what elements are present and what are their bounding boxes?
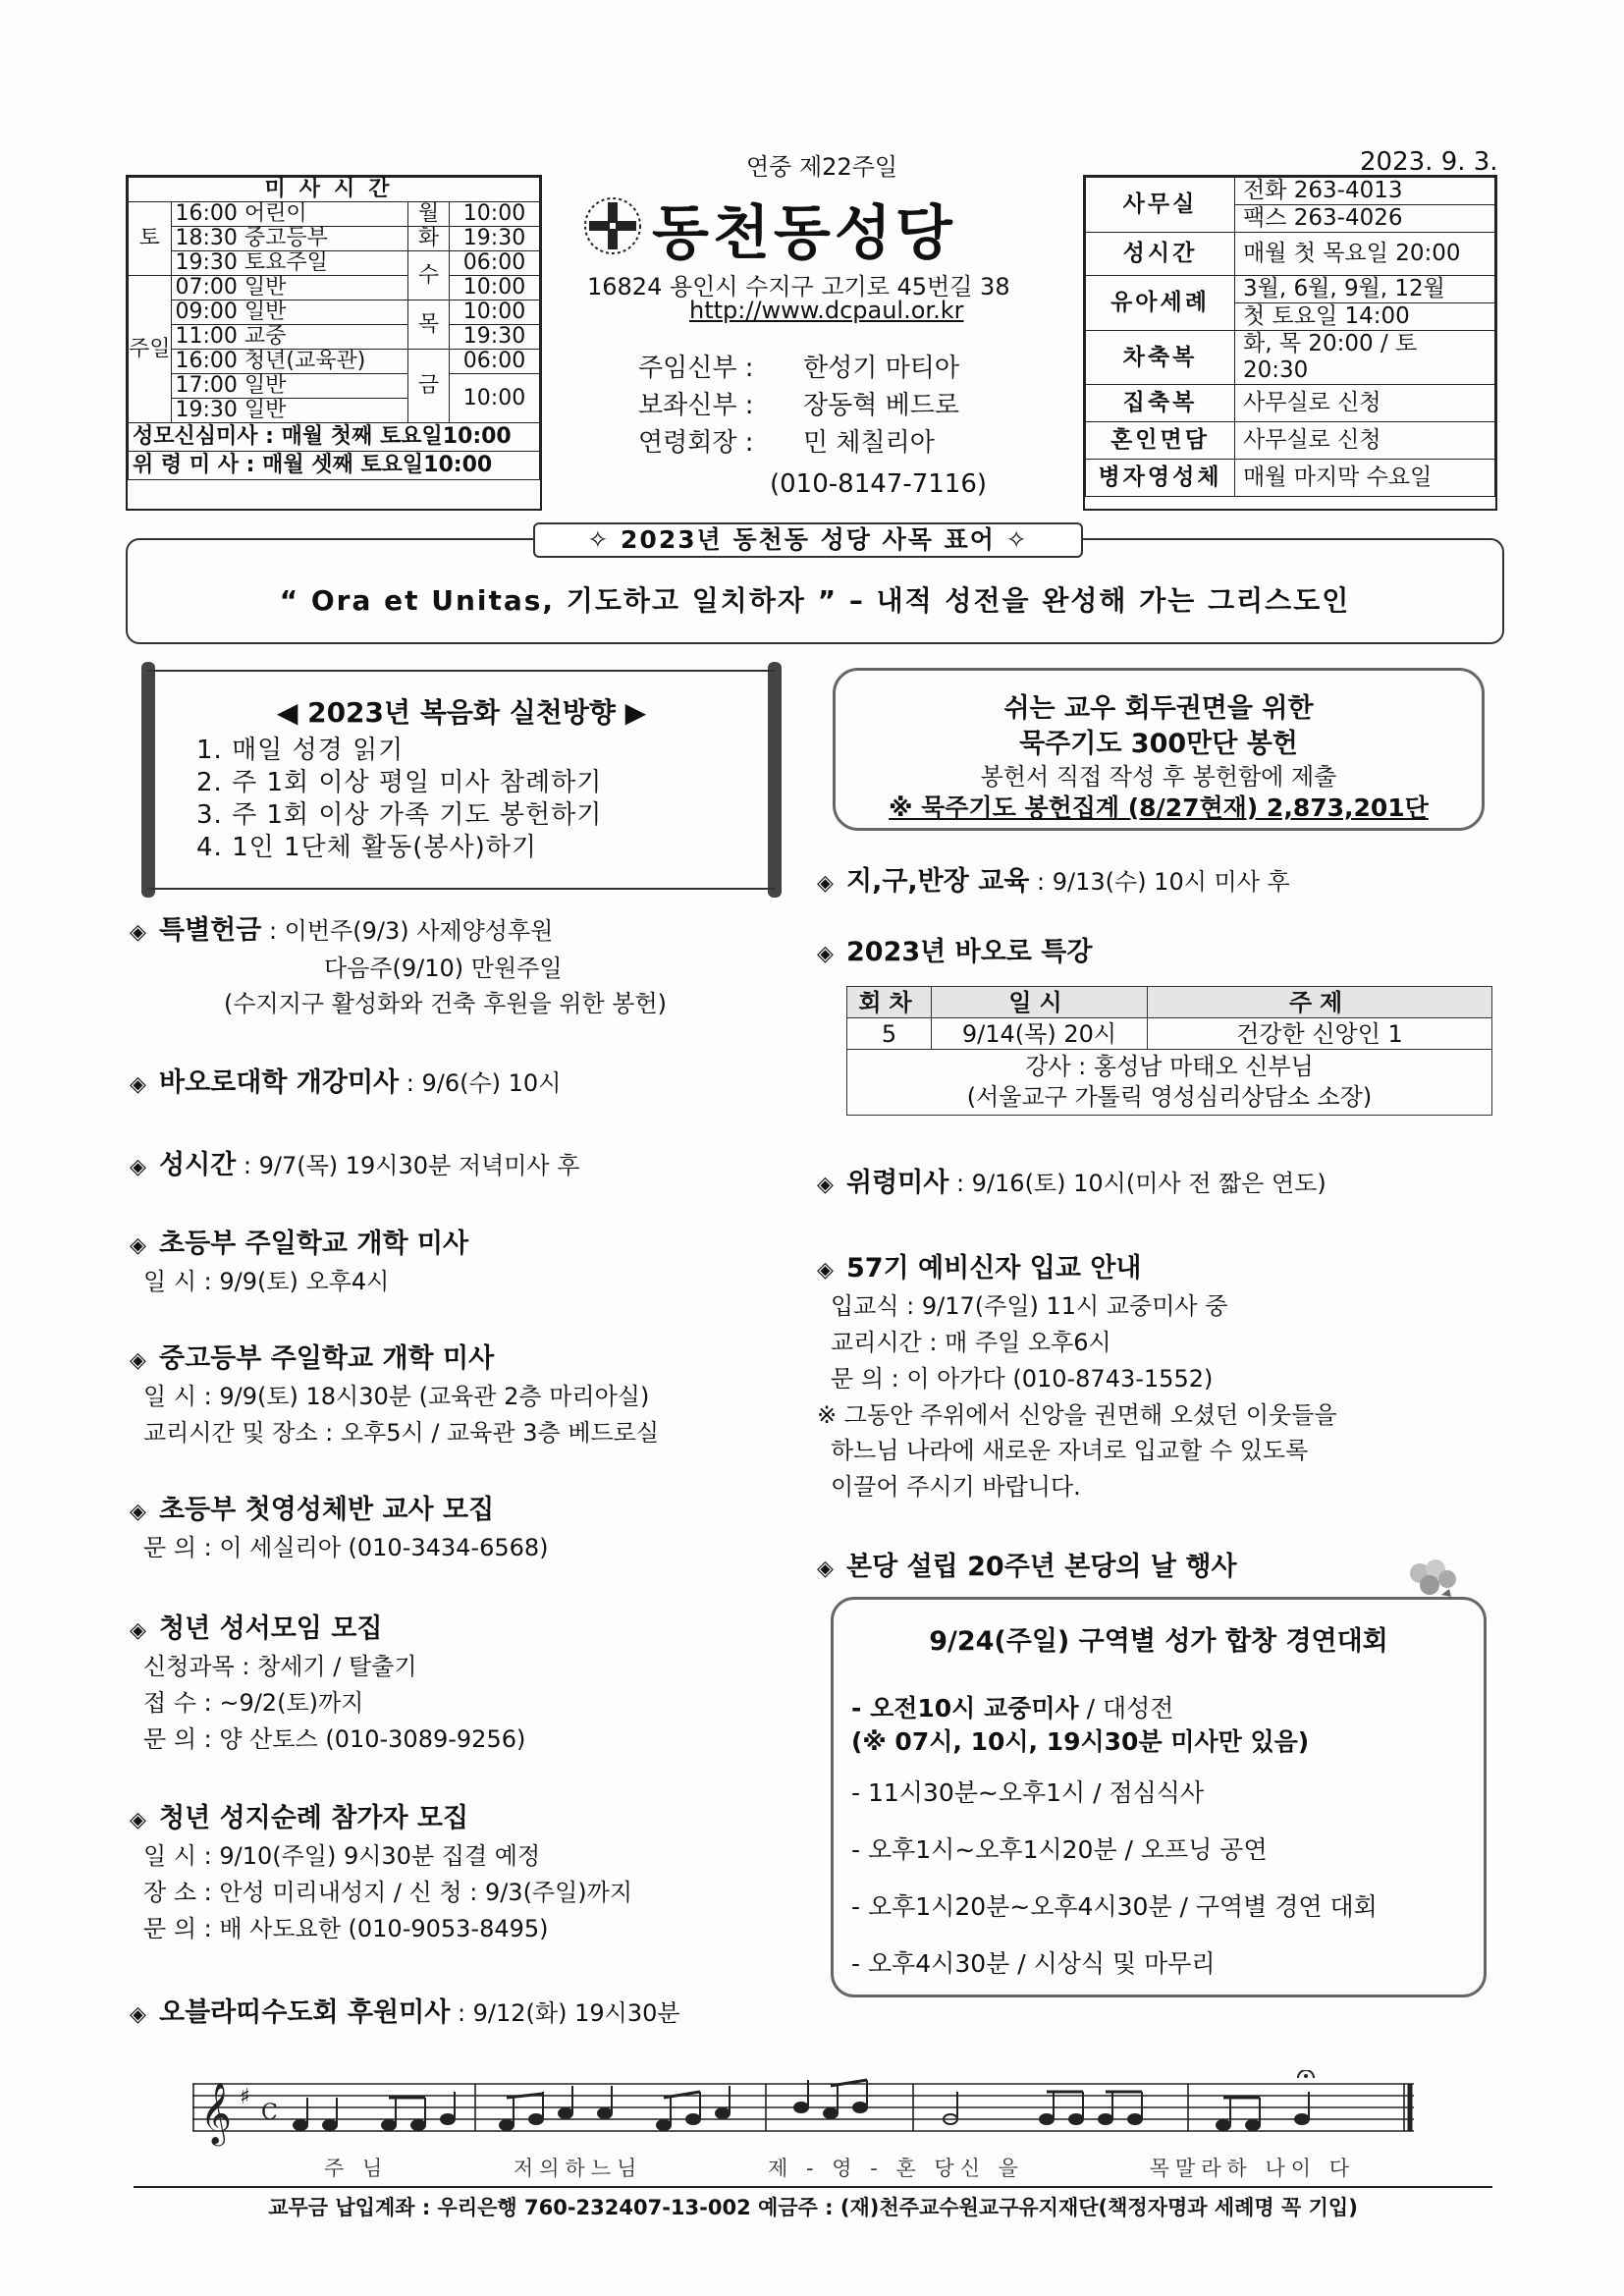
liturgical-week: 연중 제22주일 bbox=[746, 153, 898, 181]
holy-hour-value: 매월 첫 목요일 20:00 bbox=[1235, 233, 1495, 276]
motto-label: ✧ 2023년 동천동 성당 사목 표어 ✧ bbox=[533, 522, 1083, 558]
diamond-bullet-icon: ◈ bbox=[817, 942, 834, 966]
item-title: 오블라띠수도회 후원미사 bbox=[159, 1997, 451, 2028]
car-blessing-value: 화, 목 20:00 / 토 20:30 bbox=[1235, 331, 1495, 385]
item-line: 문 의 : 배 사도요한 (010-9053-8495) bbox=[143, 1915, 549, 1942]
evangelization-list bbox=[196, 735, 602, 864]
lecture-datetime: 9/14(목) 20시 bbox=[932, 1018, 1148, 1050]
evangelization-title: ◀ 2023년 복음화 실천방향 ▶ bbox=[276, 696, 647, 729]
scroll-edge-bottom bbox=[147, 888, 776, 890]
sun-mass-3: 11:00 교중 bbox=[171, 325, 407, 350]
lecture-table bbox=[846, 986, 1492, 1116]
evangelization-item: 4. 1인 1단체 활동(봉사)하기 bbox=[196, 833, 538, 862]
item-line: 문 의 : 양 산토스 (010-3089-9256) bbox=[143, 1725, 526, 1753]
diamond-bullet-icon: ◈ bbox=[130, 1155, 146, 1179]
diamond-bullet-icon: ◈ bbox=[130, 1233, 146, 1258]
sick-communion-label: 병자영성체 bbox=[1086, 460, 1235, 497]
svg-text:C: C bbox=[261, 2101, 278, 2125]
weekday-wed: 수 bbox=[408, 251, 450, 301]
item-line: 문 의 : 이 아가다 (010-8743-1552) bbox=[831, 1365, 1214, 1393]
lecture-col-topic: 주제 bbox=[1148, 987, 1492, 1018]
lyric-segment: 목말라하 나이 다 bbox=[1149, 2157, 1355, 2180]
church-info bbox=[542, 175, 1083, 511]
office-phone: 전화 263-4013 bbox=[1235, 178, 1495, 205]
item-title: 청년 성서모임 모집 bbox=[159, 1613, 383, 1644]
paul-univ-mass bbox=[130, 1066, 561, 1103]
assistant-label: 보좌신부 : bbox=[638, 391, 754, 420]
weekday-thu: 목 bbox=[408, 301, 450, 350]
diamond-bullet-icon: ◈ bbox=[130, 920, 146, 945]
mass-times-table bbox=[128, 177, 540, 480]
rosary-line-3: 봉헌서 직접 작성 후 봉헌함에 제출 bbox=[980, 763, 1337, 791]
item-note: ※ 그동안 주위에서 신앙을 권면해 오셨던 이웃들을 bbox=[817, 1401, 1337, 1429]
anniversary-event bbox=[817, 1550, 1237, 1587]
sick-communion-value: 매월 마지막 수요일 bbox=[1235, 460, 1495, 497]
event-mass-time: - 오전10시 교중미사 bbox=[851, 1694, 1079, 1722]
infant-baptism-months: 3월, 6월, 9월, 12월 bbox=[1235, 276, 1495, 303]
diamond-bullet-icon: ◈ bbox=[130, 2002, 146, 2027]
marriage-value: 사무실로 신청 bbox=[1235, 422, 1495, 460]
event-item: - 11시30분~오후1시 / 점심식사 bbox=[851, 1778, 1205, 1807]
weekday-time: 10:00 bbox=[450, 276, 540, 301]
youth-bible bbox=[130, 1612, 525, 1758]
item-title: 성시간 bbox=[159, 1150, 237, 1180]
office-fax: 팩스 263-4026 bbox=[1235, 205, 1495, 233]
item-line: 입교식 : 9/17(주일) 11시 교중미사 중 bbox=[831, 1292, 1228, 1320]
clergy-list bbox=[638, 350, 959, 462]
item-note: 이끌어 주시기 바랍니다. bbox=[831, 1473, 1081, 1501]
rosary-line-1: 쉬는 교우 회두권면을 위한 bbox=[1003, 693, 1314, 724]
lecture-speaker-cell bbox=[847, 1050, 1492, 1116]
president-phone: (010-8147-7116) bbox=[770, 469, 988, 499]
requiem-item bbox=[817, 1166, 1326, 1203]
song-lyrics bbox=[324, 2153, 1355, 2182]
item-detail: : 9/6(수) 10시 bbox=[399, 1069, 562, 1097]
infant-baptism-label: 유아세례 bbox=[1086, 276, 1235, 331]
diamond-bullet-icon: ◈ bbox=[817, 1173, 834, 1197]
item-line: 문 의 : 이 세실리아 (010-3434-6568) bbox=[143, 1534, 549, 1561]
rosary-tally-text: ※ 묵주기도 봉헌집계 (8/27현재) 2,873,201단 bbox=[889, 793, 1429, 822]
oblate-mass bbox=[130, 1995, 680, 2033]
diamond-bullet-icon: ◈ bbox=[817, 1258, 834, 1283]
item-line: 일 시 : 9/9(토) 18시30분 (교육관 2층 마리아실) bbox=[143, 1383, 650, 1410]
lecture-speaker: 강사 : 홍성남 마태오 신부님 bbox=[1025, 1053, 1314, 1080]
weekday-time: 10:00 bbox=[450, 374, 540, 423]
weekday-time: 19:30 bbox=[450, 325, 540, 350]
event-schedule bbox=[851, 1692, 1378, 1985]
item-title: 57기 예비신자 입교 안내 bbox=[846, 1253, 1142, 1284]
rosary-line-2: 묵주기도 300만단 봉헌 bbox=[1019, 729, 1298, 759]
mass-times-box bbox=[126, 175, 542, 511]
weekday-fri: 금 bbox=[408, 350, 450, 423]
paul-lecture bbox=[817, 935, 1092, 972]
item-detail: : 9/16(토) 10시(미사 전 짧은 연도) bbox=[948, 1170, 1326, 1197]
lecture-col-round: 회차 bbox=[847, 987, 932, 1018]
house-blessing-label: 집축복 bbox=[1086, 385, 1235, 422]
event-item: - 오후4시30분 / 시상식 및 마무리 bbox=[851, 1949, 1216, 1978]
office-label: 사무실 bbox=[1086, 178, 1235, 233]
evangelization-scroll bbox=[137, 662, 785, 898]
item-title: 특별헌금 bbox=[159, 915, 262, 946]
event-mass-note: (※ 07시, 10시, 19시30분 미사만 있음) bbox=[851, 1727, 1310, 1756]
church-cross-logo-icon bbox=[581, 194, 644, 257]
communion-teacher bbox=[130, 1493, 549, 1566]
tithe-account-footer: 교무금 납입계좌 : 우리은행 760-232407-13-002 예금주 : (재)천주교수원교구유지재단(책정자명과 세례명 꼭 기입) bbox=[268, 2196, 1358, 2219]
item-line: 일 시 : 9/10(주일) 9시30분 집결 예정 bbox=[143, 1842, 541, 1870]
item-detail: : 이번주(9/3) 사제양성후원 bbox=[261, 917, 554, 945]
diamond-bullet-icon: ◈ bbox=[130, 1072, 146, 1097]
weekday-mon: 월 bbox=[408, 202, 450, 227]
event-item: - 오후1시20분~오후4시30분 / 구역별 경연 대회 bbox=[851, 1892, 1378, 1921]
weekday-tue: 화 bbox=[408, 227, 450, 251]
special-collection bbox=[130, 913, 667, 1021]
item-title: 중고등부 주일학교 개학 미사 bbox=[159, 1343, 495, 1374]
footer-divider bbox=[134, 2186, 1492, 2188]
choir-contest-box bbox=[831, 1597, 1487, 1997]
sat-mass-1: 16:00 어린이 bbox=[171, 202, 407, 227]
lecture-topic: 건강한 신앙인 1 bbox=[1148, 1018, 1492, 1050]
sun-mass-6: 19:30 일반 bbox=[171, 399, 407, 423]
car-blessing-label: 차축복 bbox=[1086, 331, 1235, 385]
motto-text: “ Ora et Unitas, 기도하고 일치하자 ” – 내적 성전을 완성해 가는 그리스도인 bbox=[279, 584, 1351, 617]
rosary-tally bbox=[836, 789, 1482, 824]
item-detail: : 9/7(목) 19시30분 저녁미사 후 bbox=[236, 1152, 580, 1179]
svg-text:♯: ♯ bbox=[240, 2085, 250, 2109]
office-info-box bbox=[1083, 175, 1497, 511]
diamond-bullet-icon: ◈ bbox=[130, 1808, 146, 1832]
marian-mass: 성모신심미사 : 매월 첫째 토요일10:00 bbox=[129, 423, 540, 452]
sat-mass-3: 19:30 토요주일 bbox=[171, 251, 407, 276]
sat-mass-2: 18:30 중고등부 bbox=[171, 227, 407, 251]
item-detail: : 9/13(수) 10시 미사 후 bbox=[1029, 868, 1290, 896]
president-name: 민 체칠리아 bbox=[803, 428, 935, 458]
requiem-mass: 위 령 미 사 : 매월 셋째 토요일10:00 bbox=[129, 452, 540, 480]
marriage-label: 혼인면담 bbox=[1086, 422, 1235, 460]
choir-contest-title: 9/24(주일) 구역별 성가 합창 경연대회 bbox=[929, 1626, 1388, 1657]
item-title: 바오로대학 개강미사 bbox=[159, 1067, 400, 1098]
weekday-time: 19:30 bbox=[450, 227, 540, 251]
assistant-name: 장동혁 베드로 bbox=[803, 391, 959, 420]
item-line: 장 소 : 안성 미리내성지 / 신 청 : 9/3(주일)까지 bbox=[143, 1879, 633, 1906]
house-blessing-value: 사무실로 신청 bbox=[1235, 385, 1495, 422]
diamond-bullet-icon: ◈ bbox=[130, 1500, 146, 1524]
item-line: 접 수 : ~9/2(토)까지 bbox=[143, 1689, 364, 1717]
item-title: 지,구,반장 교육 bbox=[846, 866, 1030, 897]
mass-times-title: 미사시간 bbox=[129, 178, 540, 202]
evangelization-item: 1. 매일 성경 읽기 bbox=[196, 736, 405, 765]
rosary-campaign-box bbox=[833, 668, 1485, 831]
item-line: 일 시 : 9/9(토) 오후4시 bbox=[143, 1268, 390, 1295]
diamond-bullet-icon: ◈ bbox=[130, 1618, 146, 1643]
sun-mass-5: 17:00 일반 bbox=[171, 374, 407, 399]
sunday-label: 주일 bbox=[129, 276, 172, 423]
church-website-link[interactable]: http://www.dcpaul.or.kr bbox=[689, 297, 964, 324]
lecture-round: 5 bbox=[847, 1018, 932, 1050]
sun-mass-1: 07:00 일반 bbox=[171, 276, 407, 301]
pastor-name: 한성기 마티아 bbox=[803, 354, 959, 383]
church-address: 16824 용인시 수지구 고기로 45번길 38 bbox=[587, 273, 1010, 301]
catechumen-info bbox=[817, 1251, 1337, 1505]
saturday-label: 토 bbox=[129, 202, 172, 276]
item-title: 2023년 바오로 특강 bbox=[846, 937, 1093, 967]
item-line: 다음주(9/10) 만원주일 bbox=[324, 955, 563, 982]
sun-mass-2: 09:00 일반 bbox=[171, 301, 407, 325]
item-line: 교리시간 및 장소 : 오후5시 / 교육관 3층 베드로실 bbox=[143, 1419, 660, 1447]
item-title: 위령미사 bbox=[846, 1168, 949, 1198]
lyric-segment: 저의하느님 bbox=[513, 2157, 643, 2180]
weekday-time: 06:00 bbox=[450, 350, 540, 374]
item-line: 신청과목 : 창세기 / 탈출기 bbox=[143, 1653, 417, 1680]
lyric-segment: 주 님 bbox=[324, 2157, 389, 2180]
pastor-label: 주임신부 : bbox=[638, 354, 754, 383]
weekday-time: 10:00 bbox=[450, 301, 540, 325]
scroll-edge-top bbox=[147, 670, 776, 672]
item-detail: : 9/12(화) 19시30분 bbox=[450, 1999, 680, 2027]
bulletin-date: 2023. 9. 3. bbox=[1360, 147, 1498, 177]
item-line: (수지지구 활성화와 건축 후원을 위한 봉헌) bbox=[224, 990, 667, 1017]
item-line: 교리시간 : 매 주일 오후6시 bbox=[831, 1329, 1111, 1356]
evangelization-item: 2. 주 1회 이상 평일 미사 참례하기 bbox=[196, 768, 603, 797]
svg-text:𝄞: 𝄞 bbox=[200, 2082, 232, 2144]
lecture-speaker-org: (서울교구 가톨릭 영성심리상담소 소장) bbox=[966, 1083, 1373, 1111]
item-title: 청년 성지순례 참가자 모집 bbox=[159, 1803, 469, 1833]
music-staff bbox=[192, 2070, 1414, 2153]
church-name: 동천동성당 bbox=[652, 199, 956, 268]
item-note: 하느님 나라에 새로운 자녀로 입교할 수 있도록 bbox=[831, 1437, 1309, 1464]
evangelization-item: 3. 주 1회 이상 가족 기도 봉헌하기 bbox=[196, 800, 603, 830]
diamond-bullet-icon: ◈ bbox=[817, 1557, 834, 1581]
event-mass-place: / 대성전 bbox=[1078, 1694, 1174, 1722]
weekday-time: 10:00 bbox=[450, 202, 540, 227]
lyric-segment: 제 - 영 - 혼 당신 을 bbox=[768, 2157, 1024, 2180]
president-label: 연령회장 : bbox=[638, 428, 754, 458]
item-title: 본당 설립 20주년 본당의 날 행사 bbox=[846, 1552, 1237, 1582]
diamond-bullet-icon: ◈ bbox=[817, 871, 834, 896]
mid-school-mass bbox=[130, 1341, 659, 1451]
event-item: - 오후1시~오후1시20분 / 오프닝 공연 bbox=[851, 1835, 1268, 1864]
infant-baptism-time: 첫 토요일 14:00 bbox=[1235, 303, 1495, 331]
holy-hour-item bbox=[130, 1148, 579, 1185]
lecture-col-datetime: 일시 bbox=[932, 987, 1148, 1018]
office-table bbox=[1085, 177, 1495, 497]
elem-school-mass bbox=[130, 1227, 468, 1300]
holy-hour-label: 성시간 bbox=[1086, 233, 1235, 276]
district-education bbox=[817, 864, 1290, 902]
item-title: 초등부 첫영성체반 교사 모집 bbox=[159, 1495, 495, 1525]
diamond-bullet-icon: ◈ bbox=[130, 1348, 146, 1373]
sun-mass-4: 16:00 청년(교육관) bbox=[171, 350, 407, 374]
weekday-time: 06:00 bbox=[450, 251, 540, 276]
item-title: 초등부 주일학교 개학 미사 bbox=[159, 1229, 469, 1259]
youth-pilgrimage bbox=[130, 1801, 632, 1947]
event-item-mass bbox=[851, 1692, 1378, 1725]
